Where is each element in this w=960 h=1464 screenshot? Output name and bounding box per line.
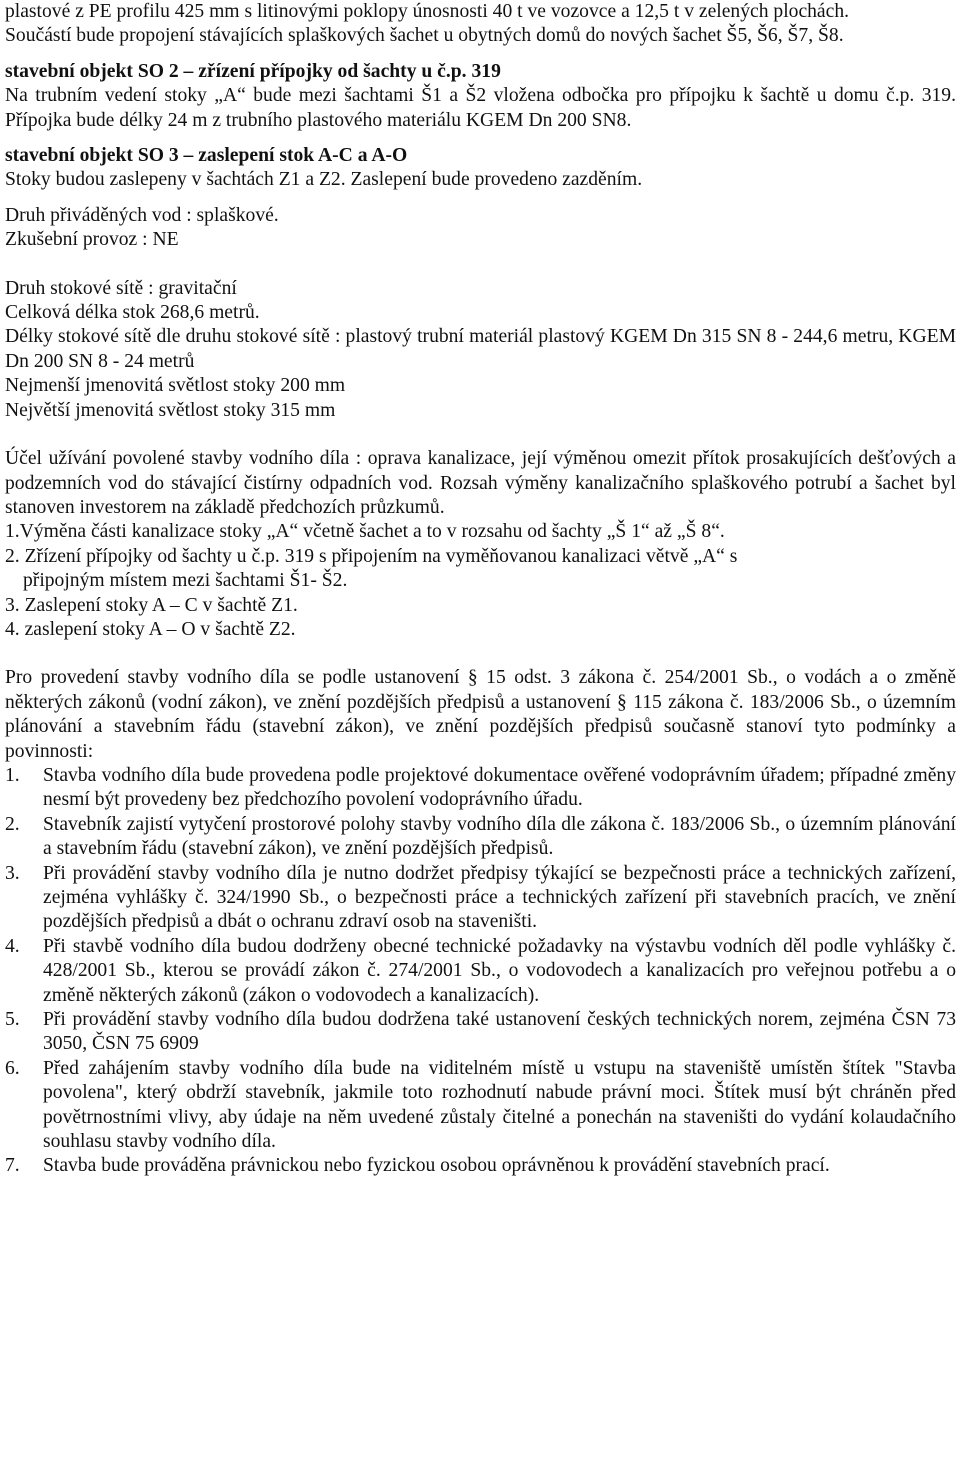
podminka-text: Stavba vodního díla bude provedena podle projektové dokumentace ověřené vodoprávním úřadem; případné změny nesmí být provedeny bez předchozího povolení vodoprávního úřadu.	[43, 764, 956, 811]
rozsah-item: 2. Zřízení přípojky od šachty u č.p. 319 s připojením na vyměňovanou kanalizaci větvě „A“ s	[5, 545, 738, 567]
podminka-text: Při provádění stavby vodního díla je nutno dodržet předpisy týkající se bezpečnosti práce a technických zařízení, zejména vyhlášky č. 324/1990 Sb., o bezpečnosti práce a technických zařízení při stavebních pracích, ve znění pozdějších předpisů a dbát o ochranu zdraví osob na staveništi.	[43, 862, 956, 933]
param-celkova-delka: Celková délka stok 268,6 metrů.	[5, 302, 260, 324]
document-page	[5, 0, 956, 1179]
rozsah-list	[5, 520, 956, 642]
podminka-item	[5, 862, 956, 935]
so3-text: Stoky budou zaslepeny v šachtách Z1 a Z2. Zaslepení bude provedeno zazděním.	[5, 169, 643, 191]
podminka-number: 6.	[5, 1057, 20, 1079]
podminka-item	[5, 1008, 956, 1057]
param-delky-site: Délky stokové sítě dle druhu stokové sítě : plastový trubní materiál plastový KGEM Dn 315 SN 8 - 244,6 metru, KGEM Dn 200 SN 8 - 24 metrů	[5, 326, 956, 372]
rozsah-item: 3. Zaslepení stoky A – C v šachtě Z1.	[5, 594, 298, 616]
podminka-text: Při provádění stavby vodního díla budou dodržena také ustanovení českých technických norem, zejména ČSN 73 3050, ČSN 75 6909	[43, 1009, 956, 1055]
rozsah-item: 4. zaslepení stoky A – O v šachtě Z2.	[5, 618, 296, 640]
podminka-number: 7.	[5, 1155, 20, 1177]
so2-text: Na trubním vedení stoky „A“ bude mezi šachtami Š1 a Š2 vložena odbočka pro přípojku k šachtě u domu č.p. 319. Přípojka bude délky 24 m z trubního plastového materiálu KGEM Dn 200 SN8.	[5, 85, 956, 131]
rozsah-item-continuation: připojným místem mezi šachtami Š1- Š2.	[23, 570, 348, 592]
podminky-list	[5, 764, 956, 1179]
param-nejvetsi-svetlost: Největší jmenovitá světlost stoky 315 mm	[5, 399, 336, 421]
podminka-item	[5, 935, 956, 1008]
intro-paragraph-2: Součástí bude propojení stávajících splaškových šachet u obytných domů do nových šachet Š5, Š6, Š7, Š8.	[5, 25, 844, 47]
so3-heading: stavební objekt SO 3 – zaslepení stok A-C a A-O	[5, 145, 408, 167]
podminka-item	[5, 1154, 956, 1178]
podminka-text: Stavba bude prováděna právnickou nebo fyzickou osobou oprávněnou k provádění stavebních prací.	[43, 1155, 830, 1177]
podminka-text: Při stavbě vodního díla budou dodrženy obecné technické požadavky na výstavbu vodních děl podle vyhlášky č. 428/2001 Sb., kterou se provádí zákon č. 274/2001 Sb., o vodovodech a kanalizacích pro veřejnou potřebu a o změně některých zákonů (zákon o vodovodech a kanalizacích).	[43, 935, 956, 1006]
podminka-item	[5, 813, 956, 862]
podminka-item	[5, 764, 956, 813]
podminka-number: 2.	[5, 813, 20, 835]
param-druh-vod: Druh přiváděných vod : splaškové.	[5, 204, 279, 226]
podminka-number: 3.	[5, 862, 20, 884]
param-druh-site: Druh stokové sítě : gravitační	[5, 277, 237, 299]
podminka-text: Před zahájením stavby vodního díla bude na viditelném místě u vstupu na staveniště umístěn štítek "Stavba povolena", který obdrží stavebník, jakmile toto rozhodnutí nabude právní moci. Štítek musí být chráněn před povětrnostními vlivy, aby údaje na něm uvedené zůstaly čitelné a ponechán na staveništi do vydání kolaudačního souhlasu stavby vodního díla.	[43, 1057, 956, 1153]
podminka-number: 1.	[5, 764, 20, 786]
rozsah-item: 1.Výměna části kanalizace stoky „A“ včetně šachet a to v rozsahu od šachty „Š 1“ až „Š 8“.	[5, 521, 725, 543]
podminka-number: 5.	[5, 1009, 20, 1031]
param-zkusebni-provoz: Zkušební provoz : NE	[5, 229, 179, 251]
podminka-item	[5, 1057, 956, 1155]
ucel-paragraph: Účel užívání povolené stavby vodního díla : oprava kanalizace, její výměnou omezit přítok prosakujících dešťových a podzemních vod do stávající čistírny odpadních vod. Rozsah výměny kanalizačního splaškového potrubí a šachet byl stanoven investorem na základě předchozích průzkumů.	[5, 448, 956, 518]
podminky-intro: Pro provedení stavby vodního díla se podle ustanovení § 15 odst. 3 zákona č. 254/2001 Sb., o vodách a o změně některých zákonů (vodní zákon), ve znění pozdějších předpisů a ustanovení § 115 zákona č. 183/2006 Sb., o územním plánování a stavebním řádu (stavební zákon), ve znění pozdějších předpisů současně stanoví tyto podmínky a povinnosti:	[5, 667, 956, 762]
intro-paragraph-1: plastové z PE profilu 425 mm s litinovými poklopy únosnosti 40 t ve vozovce a 12,5 t v zelených plochách.	[5, 1, 850, 22]
podminka-text: Stavebník zajistí vytyčení prostorové polohy stavby vodního díla dle zákona č. 183/2006 Sb., o územním plánování a stavebním řádu (stavební zákon), ve znění pozdějších předpisů.	[43, 813, 956, 860]
param-nejmensi-svetlost: Nejmenší jmenovitá světlost stoky 200 mm	[5, 375, 346, 397]
so2-heading: stavební objekt SO 2 – zřízení přípojky od šachty u č.p. 319	[5, 60, 501, 82]
podminka-number: 4.	[5, 935, 20, 957]
